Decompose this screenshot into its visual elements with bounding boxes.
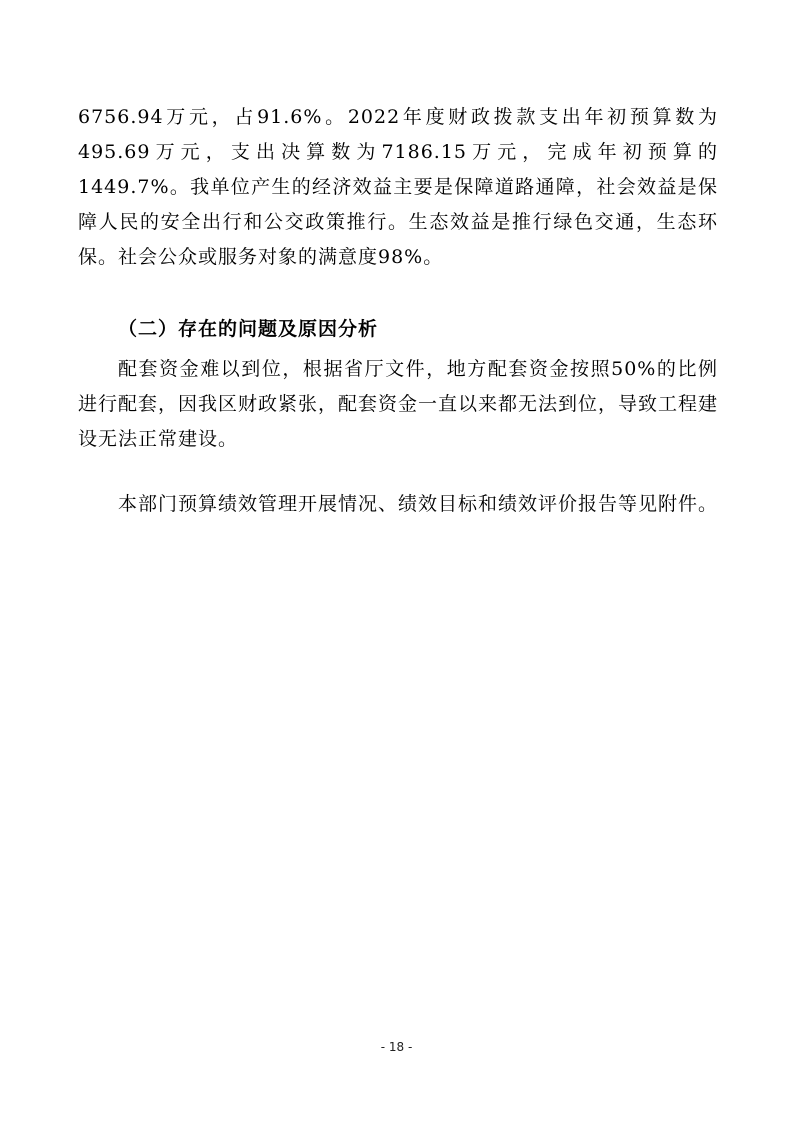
page-number: - 18 - — [380, 1040, 413, 1054]
problem-paragraph: 配套资金难以到位，根据省厅文件，地方配套资金按照50%的比例进行配套，因我区财政紧张，配套资金一直以来都无法到位，导致工程建设无法正常建设。 — [78, 358, 719, 450]
attachment-paragraph: 本部门预算绩效管理开展情况、绩效目标和绩效评价报告等见附件。 — [118, 493, 719, 515]
budget-summary-paragraph: 6756.94万元，占91.6%。2022年度财政拨款支出年初预算数为495.69万元，支出决算数为7186.15万元，完成年初预算的1449.7%。我单位产生的经济效益主要是保障道路通障，社会效益是保障人民的安全出行和公交政策推行。生态效益是推行绿色交通，生态环保。社会公众或服务对象的满意度98%。 — [78, 106, 718, 268]
section-heading: （二）存在的问题及原因分析 — [118, 318, 379, 340]
